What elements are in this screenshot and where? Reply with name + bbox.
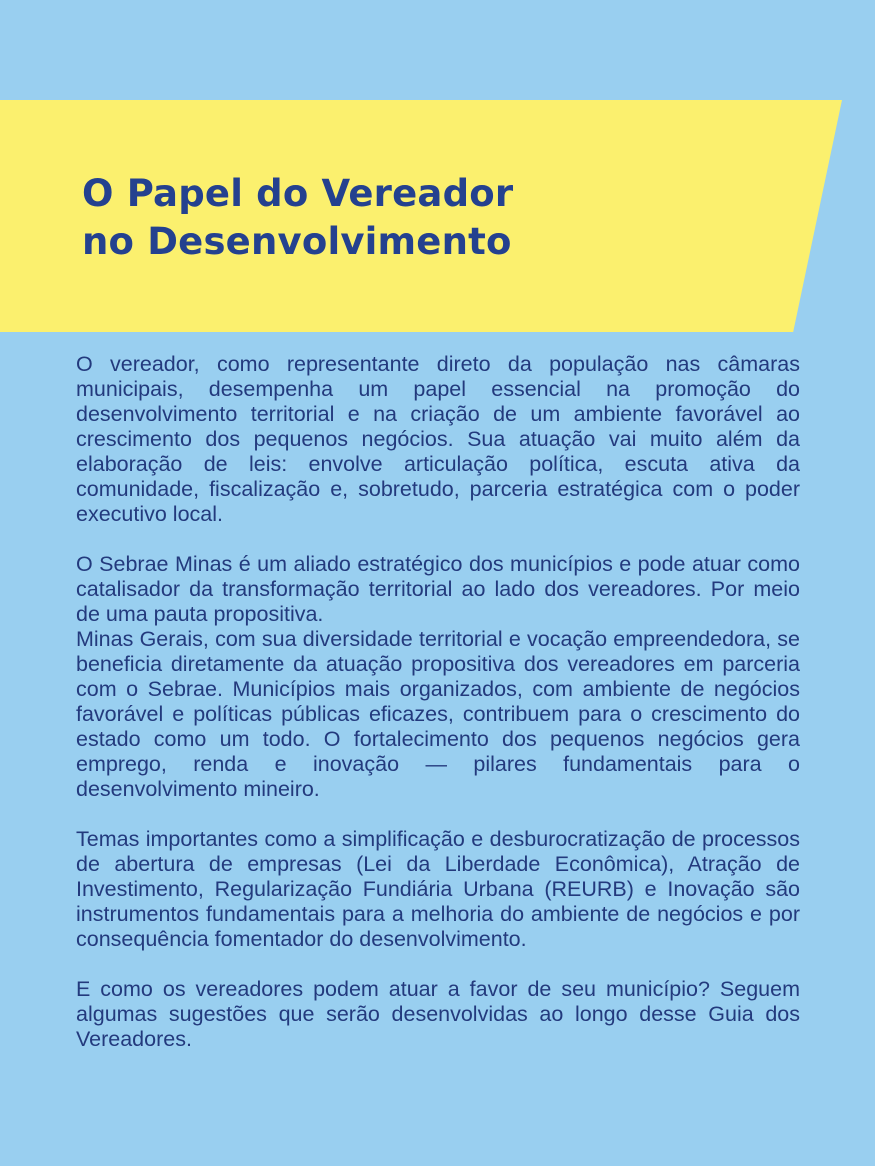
paragraph-sebrae: O Sebrae Minas é um aliado estratégico dos municípios e pode atuar como catalisador da transformação territorial ao lado dos vereadores. Por meio de uma pauta propositiva. <box>76 552 800 626</box>
page-title-line-1: O Papel do Vereador <box>82 172 514 215</box>
page-title-line-2: no Desenvolvimento <box>82 220 512 263</box>
paragraph-temas: Temas importantes como a simplificação e desburocratização de processos de abertura de empresas (Lei da Liberdade Econômica), Atração de Investimento, Regularização Fundiária Urbana (REURB) e Inovação são instrumentos fundamentais para a melhoria do ambiente de negócios e por consequência fomentador do desenvolvimento. <box>76 827 800 951</box>
page-title <box>82 170 513 266</box>
paragraph-sugestoes: E como os vereadores podem atuar a favor de seu município? Seguem algumas sugestões que serão desenvolvidas ao longo desse Guia dos Vereadores. <box>76 977 800 1051</box>
paragraph-intro: O vereador, como representante direto da população nas câmaras municipais, desempenha um papel essencial na promoção do desenvolvimento territorial e na criação de um ambiente favorável ao crescimento dos pequenos negócios. Sua atuação vai muito além da elaboração de leis: envolve articulação política, escuta ativa da comunidade, fiscalização e, sobretudo, parceria estratégica com o poder executivo local. <box>76 352 800 526</box>
paragraph-minas-gerais: Minas Gerais, com sua diversidade territorial e vocação empreendedora, se beneficia diretamente da atuação propositiva dos vereadores em parceria com o Sebrae. Municípios mais organizados, com ambiente de negócios favorável e políticas públicas eficazes, contribuem para o crescimento do estado como um todo. O fortalecimento dos pequenos negócios gera emprego, renda e inovação — pilares fundamentais para o desenvolvimento mineiro. <box>76 627 800 801</box>
body-text <box>76 352 800 1052</box>
